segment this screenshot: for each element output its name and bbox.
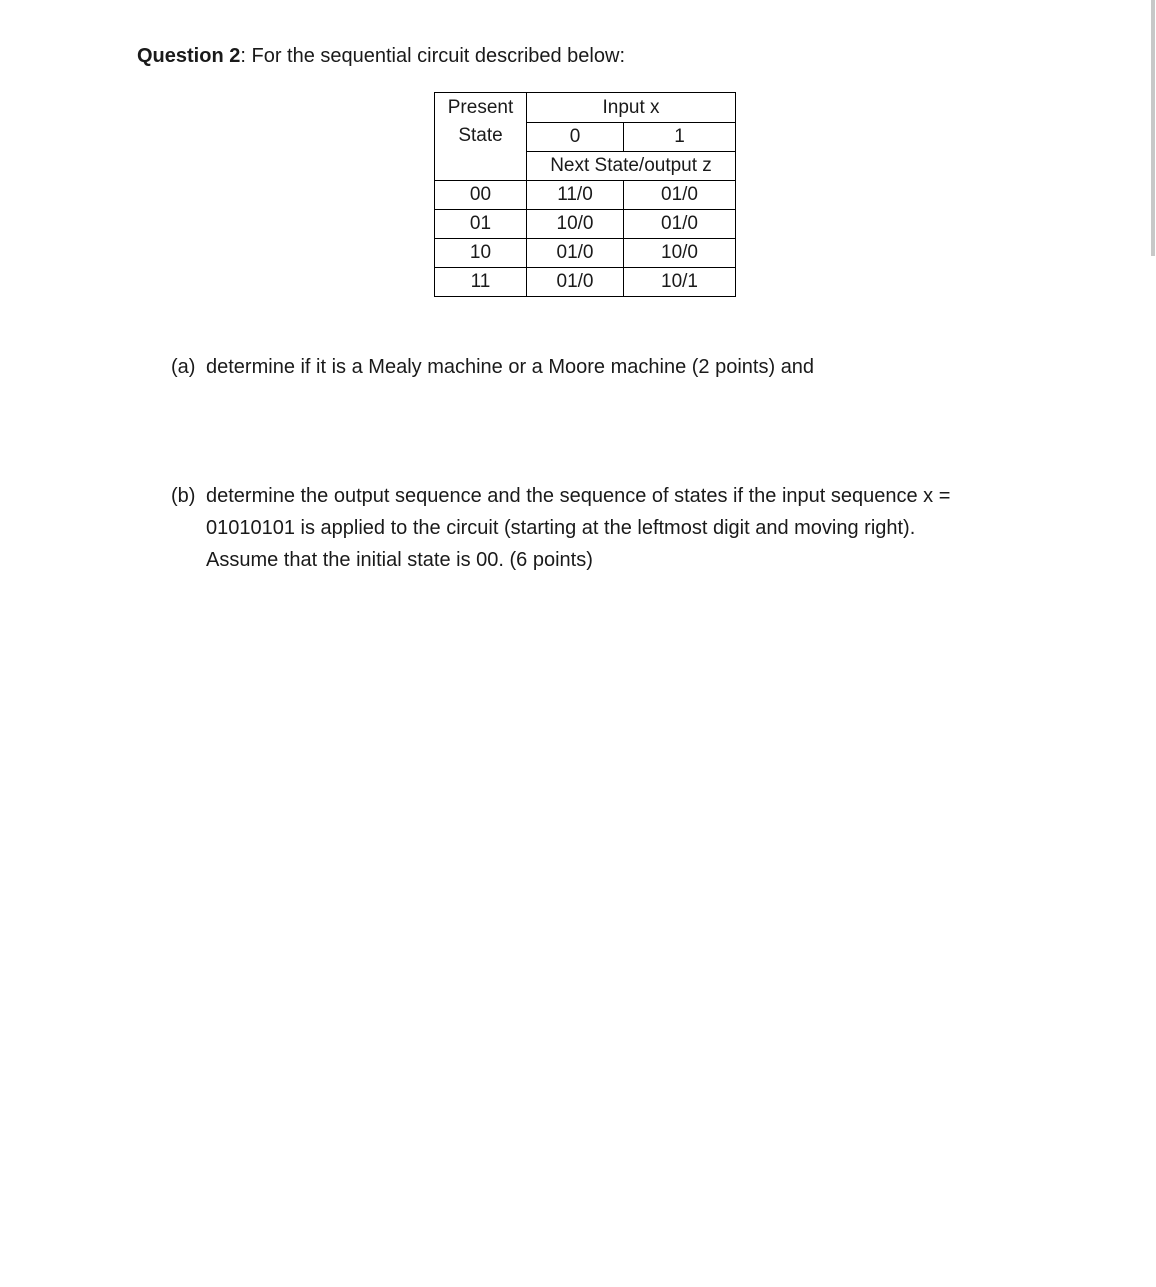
state-cell: 00: [435, 181, 527, 210]
next-state-header: Next State/output z: [527, 152, 736, 181]
present-state-header-line2: State: [458, 125, 503, 146]
next-state-x1-cell: 10/0: [624, 239, 736, 268]
next-state-x0-cell: 01/0: [527, 239, 624, 268]
part-b-label: (b): [171, 485, 196, 507]
part-a: [171, 351, 814, 383]
next-state-x0-cell: 10/0: [527, 210, 624, 239]
next-state-x0-cell: 11/0: [527, 181, 624, 210]
next-state-x1-cell: 01/0: [624, 181, 736, 210]
part-b-line3: Assume that the initial state is 00. (6 points): [206, 549, 593, 571]
part-b-line1: determine the output sequence and the sequence of states if the input sequence x =: [206, 485, 951, 507]
question-text: : For the sequential circuit described below:: [240, 45, 625, 67]
table-row: [435, 210, 736, 239]
part-b: [171, 480, 1001, 576]
part-a-text: determine if it is a Mealy machine or a Moore machine (2 points) and: [206, 356, 815, 378]
state-table: [434, 92, 736, 297]
scrollbar-edge: [1151, 0, 1155, 256]
part-a-label: (a): [171, 356, 196, 378]
next-state-x0-cell: 01/0: [527, 268, 624, 297]
input-value-1: 1: [624, 123, 736, 152]
input-value-0: 0: [527, 123, 624, 152]
table-row: [435, 181, 736, 210]
question-label: Question 2: [137, 45, 241, 67]
present-state-header-line1: Present: [447, 97, 514, 118]
part-b-line2: 01010101 is applied to the circuit (starting at the leftmost digit and moving right).: [206, 517, 916, 539]
table-row: [435, 268, 736, 297]
present-state-header: [435, 93, 527, 181]
next-state-x1-cell: 01/0: [624, 210, 736, 239]
table-row: [435, 239, 736, 268]
state-cell: 11: [435, 268, 527, 297]
state-cell: 10: [435, 239, 527, 268]
input-x-header: Input x: [527, 93, 736, 123]
question-heading: [137, 43, 625, 69]
state-cell: 01: [435, 210, 527, 239]
next-state-x1-cell: 10/1: [624, 268, 736, 297]
